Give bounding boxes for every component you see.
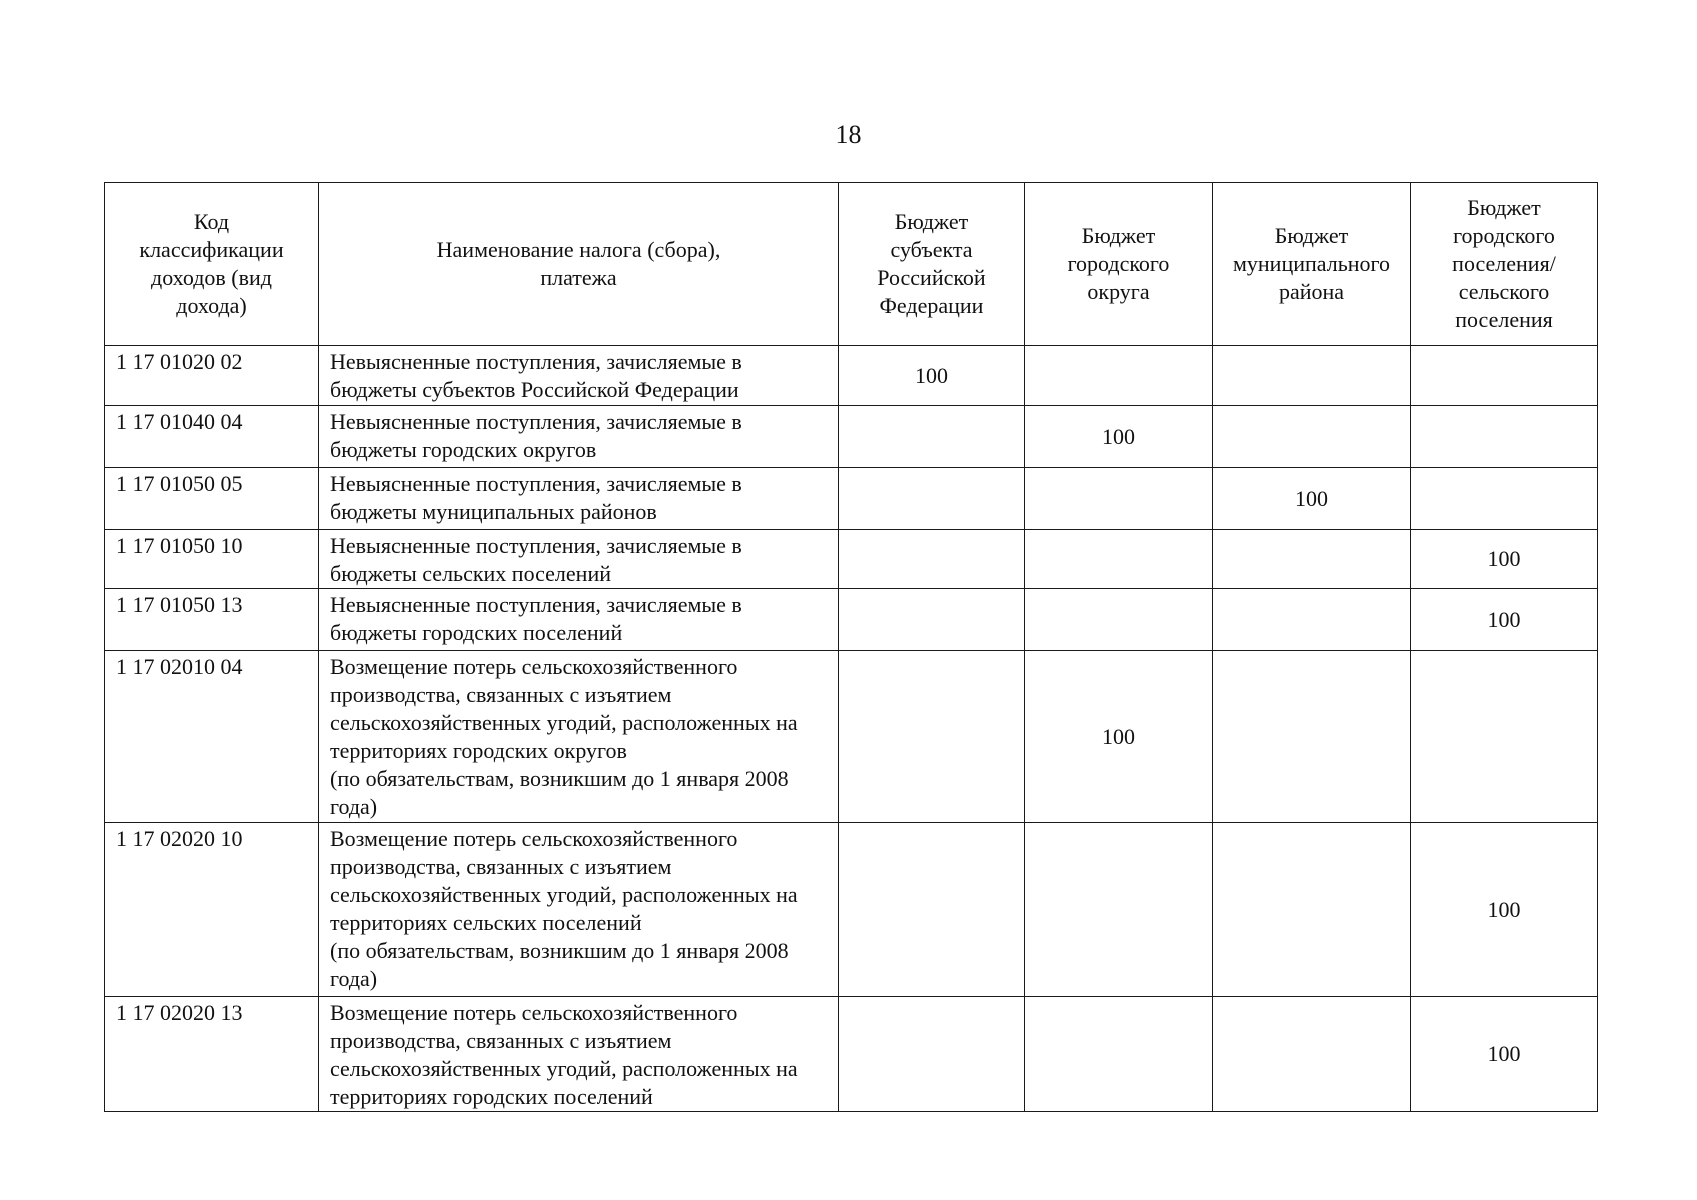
cell-city-district-budget — [1025, 589, 1213, 651]
table-header-row — [105, 183, 1598, 346]
cell-settlement-budget — [1411, 651, 1598, 823]
cell-municipal-district-budget: 100 — [1213, 468, 1411, 530]
cell-code: 1 17 01050 05 — [105, 468, 319, 530]
cell-name-line: (по обязательствам, возникшим до 1 января 2008 года) — [330, 938, 789, 991]
cell-name — [319, 468, 839, 530]
cell-subject-budget — [839, 406, 1025, 468]
header-city-district-budget: Бюджет городского округа — [1025, 183, 1213, 346]
cell-subject-budget — [839, 651, 1025, 823]
cell-name-line: Невыясненные поступления, зачисляемые в бюджеты субъектов Российской Федерации — [330, 349, 742, 402]
cell-settlement-budget: 100 — [1411, 589, 1598, 651]
table-row — [105, 651, 1598, 823]
cell-name-line: Невыясненные поступления, зачисляемые в бюджеты городских округов — [330, 409, 742, 462]
cell-settlement-budget: 100 — [1411, 997, 1598, 1112]
cell-name — [319, 651, 839, 823]
cell-settlement-budget — [1411, 468, 1598, 530]
cell-city-district-budget — [1025, 468, 1213, 530]
income-classification-table — [104, 182, 1598, 1112]
table-row — [105, 530, 1598, 589]
cell-city-district-budget — [1025, 346, 1213, 406]
cell-name — [319, 997, 839, 1112]
cell-code: 1 17 02010 04 — [105, 651, 319, 823]
cell-subject-budget — [839, 997, 1025, 1112]
table-row — [105, 589, 1598, 651]
cell-subject-budget — [839, 589, 1025, 651]
cell-municipal-district-budget — [1213, 997, 1411, 1112]
cell-name-line: Возмещение потерь сельскохозяйственного производства, связанных с изъятием сельскохозяйственных угодий, расположенных на территориях городских округов — [330, 654, 798, 763]
cell-name-line: Возмещение потерь сельскохозяйственного производства, связанных с изъятием сельскохозяйственных угодий, расположенных на территориях сельских поселений — [330, 826, 798, 935]
cell-municipal-district-budget — [1213, 406, 1411, 468]
page-number: 18 — [835, 120, 862, 149]
header-name: Наименование налога (сбора), платежа — [319, 183, 839, 346]
table-row — [105, 997, 1598, 1112]
cell-name-line: Невыясненные поступления, зачисляемые в бюджеты муниципальных районов — [330, 471, 742, 524]
cell-settlement-budget — [1411, 406, 1598, 468]
cell-subject-budget — [839, 530, 1025, 589]
table-row — [105, 346, 1598, 406]
cell-settlement-budget: 100 — [1411, 823, 1598, 997]
cell-city-district-budget — [1025, 997, 1213, 1112]
cell-city-district-budget — [1025, 823, 1213, 997]
cell-municipal-district-budget — [1213, 823, 1411, 997]
cell-name — [319, 406, 839, 468]
cell-subject-budget — [839, 468, 1025, 530]
cell-code: 1 17 01050 10 — [105, 530, 319, 589]
cell-city-district-budget: 100 — [1025, 406, 1213, 468]
cell-name-line: Невыясненные поступления, зачисляемые в бюджеты городских поселений — [330, 592, 742, 645]
cell-name-line: (по обязательствам, возникшим до 1 января 2008 года) — [330, 766, 789, 819]
header-municipal-district-budget: Бюджет муниципального района — [1213, 183, 1411, 346]
cell-subject-budget: 100 — [839, 346, 1025, 406]
cell-name — [319, 530, 839, 589]
table-row — [105, 468, 1598, 530]
table-row — [105, 406, 1598, 468]
cell-municipal-district-budget — [1213, 530, 1411, 589]
cell-city-district-budget — [1025, 530, 1213, 589]
cell-settlement-budget: 100 — [1411, 530, 1598, 589]
header-code: Код классификации доходов (вид дохода) — [105, 183, 319, 346]
cell-settlement-budget — [1411, 346, 1598, 406]
cell-code: 1 17 02020 13 — [105, 997, 319, 1112]
cell-city-district-budget: 100 — [1025, 651, 1213, 823]
table-body — [105, 346, 1598, 1112]
cell-name-line: Невыясненные поступления, зачисляемые в бюджеты сельских поселений — [330, 533, 742, 586]
cell-name — [319, 589, 839, 651]
cell-municipal-district-budget — [1213, 589, 1411, 651]
header-settlement-budget: Бюджет городского поселения/ сельского поселения — [1411, 183, 1598, 346]
cell-code: 1 17 01020 02 — [105, 346, 319, 406]
cell-code: 1 17 01040 04 — [105, 406, 319, 468]
cell-municipal-district-budget — [1213, 346, 1411, 406]
cell-name — [319, 823, 839, 997]
cell-name-line: Возмещение потерь сельскохозяйственного производства, связанных с изъятием сельскохозяйственных угодий, расположенных на территориях городских поселений — [330, 1000, 798, 1109]
cell-code: 1 17 01050 13 — [105, 589, 319, 651]
cell-municipal-district-budget — [1213, 651, 1411, 823]
cell-name — [319, 346, 839, 406]
table-row — [105, 823, 1598, 997]
header-subject-budget: Бюджет субъекта Российской Федерации — [839, 183, 1025, 346]
cell-subject-budget — [839, 823, 1025, 997]
cell-code: 1 17 02020 10 — [105, 823, 319, 997]
